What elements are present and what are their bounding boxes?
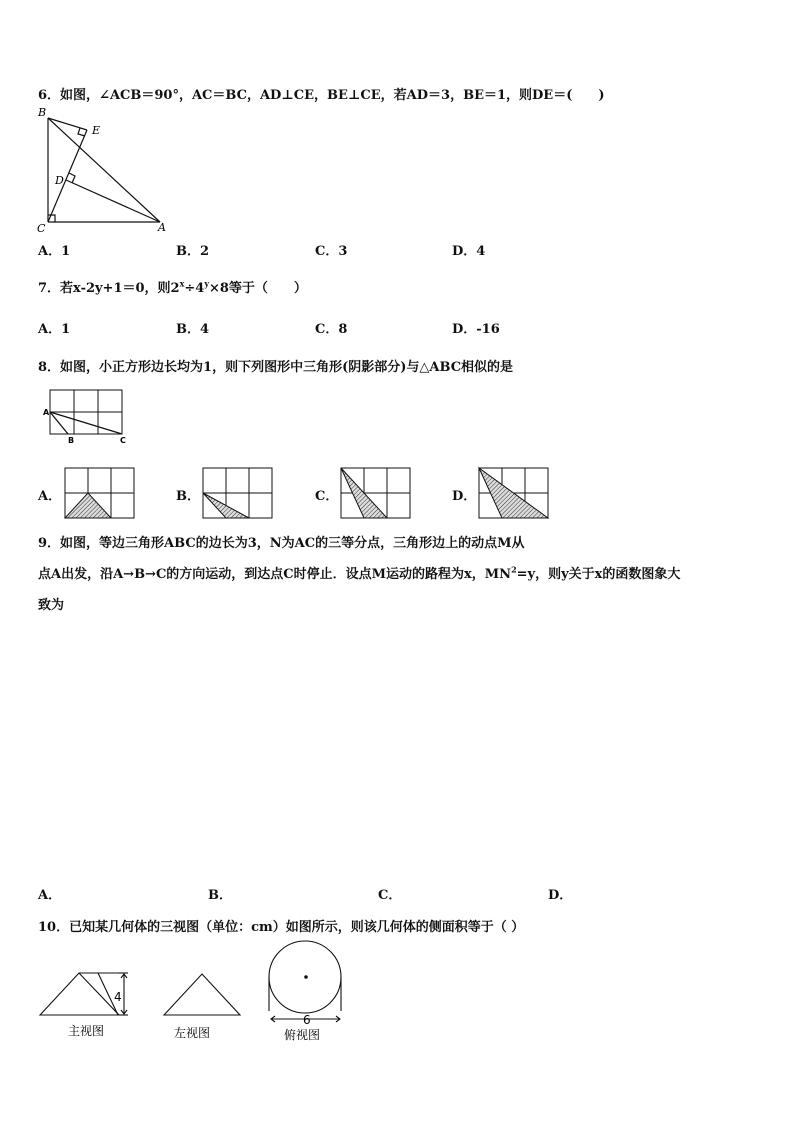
q7-option-b: B．4	[176, 322, 210, 337]
q8-option-a: A．	[38, 489, 62, 504]
q9-line2-b: =y，则y关于x的函数图象大	[516, 567, 681, 582]
q10-caption-front: 主视图	[68, 1024, 105, 1038]
q8-label-b: B	[68, 436, 75, 445]
q8-reference-grid	[38, 386, 138, 446]
q6-text: 6．如图，∠ACB＝90°，AC＝BC，AD⊥CE，BE⊥CE，若AD＝3，BE＝1，则DE＝( )	[38, 88, 605, 103]
q8-option-b: B．	[176, 489, 200, 504]
q6-label-e: E	[92, 124, 101, 137]
q10-top-view	[262, 938, 352, 1048]
q10-caption-top: 俯视图	[284, 1028, 321, 1042]
q10-front-view	[38, 968, 138, 1048]
q8-option-c: C．	[315, 489, 339, 504]
q10-dim-width: 6	[303, 1013, 311, 1027]
q8-label-c: C	[120, 436, 126, 445]
q10-dim-height: 4	[114, 990, 122, 1004]
q7-option-d: D．-16	[452, 322, 500, 337]
q7-option-a: A．1	[38, 322, 71, 337]
q9-line1: 9．如图，等边三角形ABC的边长为3，N为AC的三等分点，三角形边上的动点M从	[38, 536, 525, 551]
q6-option-d: D．4	[452, 244, 486, 259]
q7-text-b: ÷4	[184, 281, 205, 296]
q6-line-ce	[48, 130, 87, 222]
q9-option-c: C．	[378, 888, 402, 903]
q9-line2-sup: 2	[511, 564, 517, 575]
q8-text: 8．如图，小正方形边长均为1，则下列图形中三角形(阴影部分)与△ABC相似的是	[38, 360, 514, 375]
q9-option-b: B．	[208, 888, 232, 903]
q7-sup-y: y	[204, 278, 209, 289]
q9-line2-a: 点A出发，沿A→B→C的方向运动，到达点C时停止．设点M运动的路程为x，MN	[38, 567, 512, 582]
q7-text-c: ×8等于（ ）	[208, 281, 307, 296]
q6-label-c: C	[37, 222, 46, 235]
q6-figure	[36, 104, 166, 234]
q9-line2	[38, 563, 680, 582]
q9-option-a: A．	[38, 888, 62, 903]
q10-text: 10．已知某几何体的三视图（单位：cm）如图所示，则该几何体的侧面积等于（ ）	[38, 920, 525, 935]
q10-center-dot	[304, 975, 308, 979]
q7-sup-x: x	[179, 278, 185, 289]
q10-caption-side: 左视图	[174, 1026, 211, 1040]
q8-option-d-grid	[478, 466, 550, 520]
q8-option-d: D．	[452, 489, 477, 504]
q6-line-ba	[48, 118, 160, 222]
q9-line3: 致为	[38, 598, 65, 613]
q10-side-view	[160, 968, 250, 1048]
q6-option-a: A．1	[38, 244, 71, 259]
q9-option-d: D．	[548, 888, 573, 903]
q8-option-b-grid	[202, 466, 274, 520]
q6-line-ad	[66, 180, 160, 222]
q6-label-d: D	[55, 174, 64, 187]
q7-text	[38, 277, 307, 296]
q8-label-a: A	[43, 408, 50, 417]
q7-text-a: 7．若x-2y+1＝0，则2	[38, 281, 180, 296]
q6-option-b: B．2	[176, 244, 210, 259]
q6-label-a: A	[158, 221, 166, 234]
q8-option-a-grid	[64, 466, 136, 520]
q8-option-c-grid	[340, 466, 412, 520]
q7-option-c: C．8	[315, 322, 348, 337]
q6-label-b: B	[38, 106, 47, 119]
q6-option-c: C．3	[315, 244, 348, 259]
